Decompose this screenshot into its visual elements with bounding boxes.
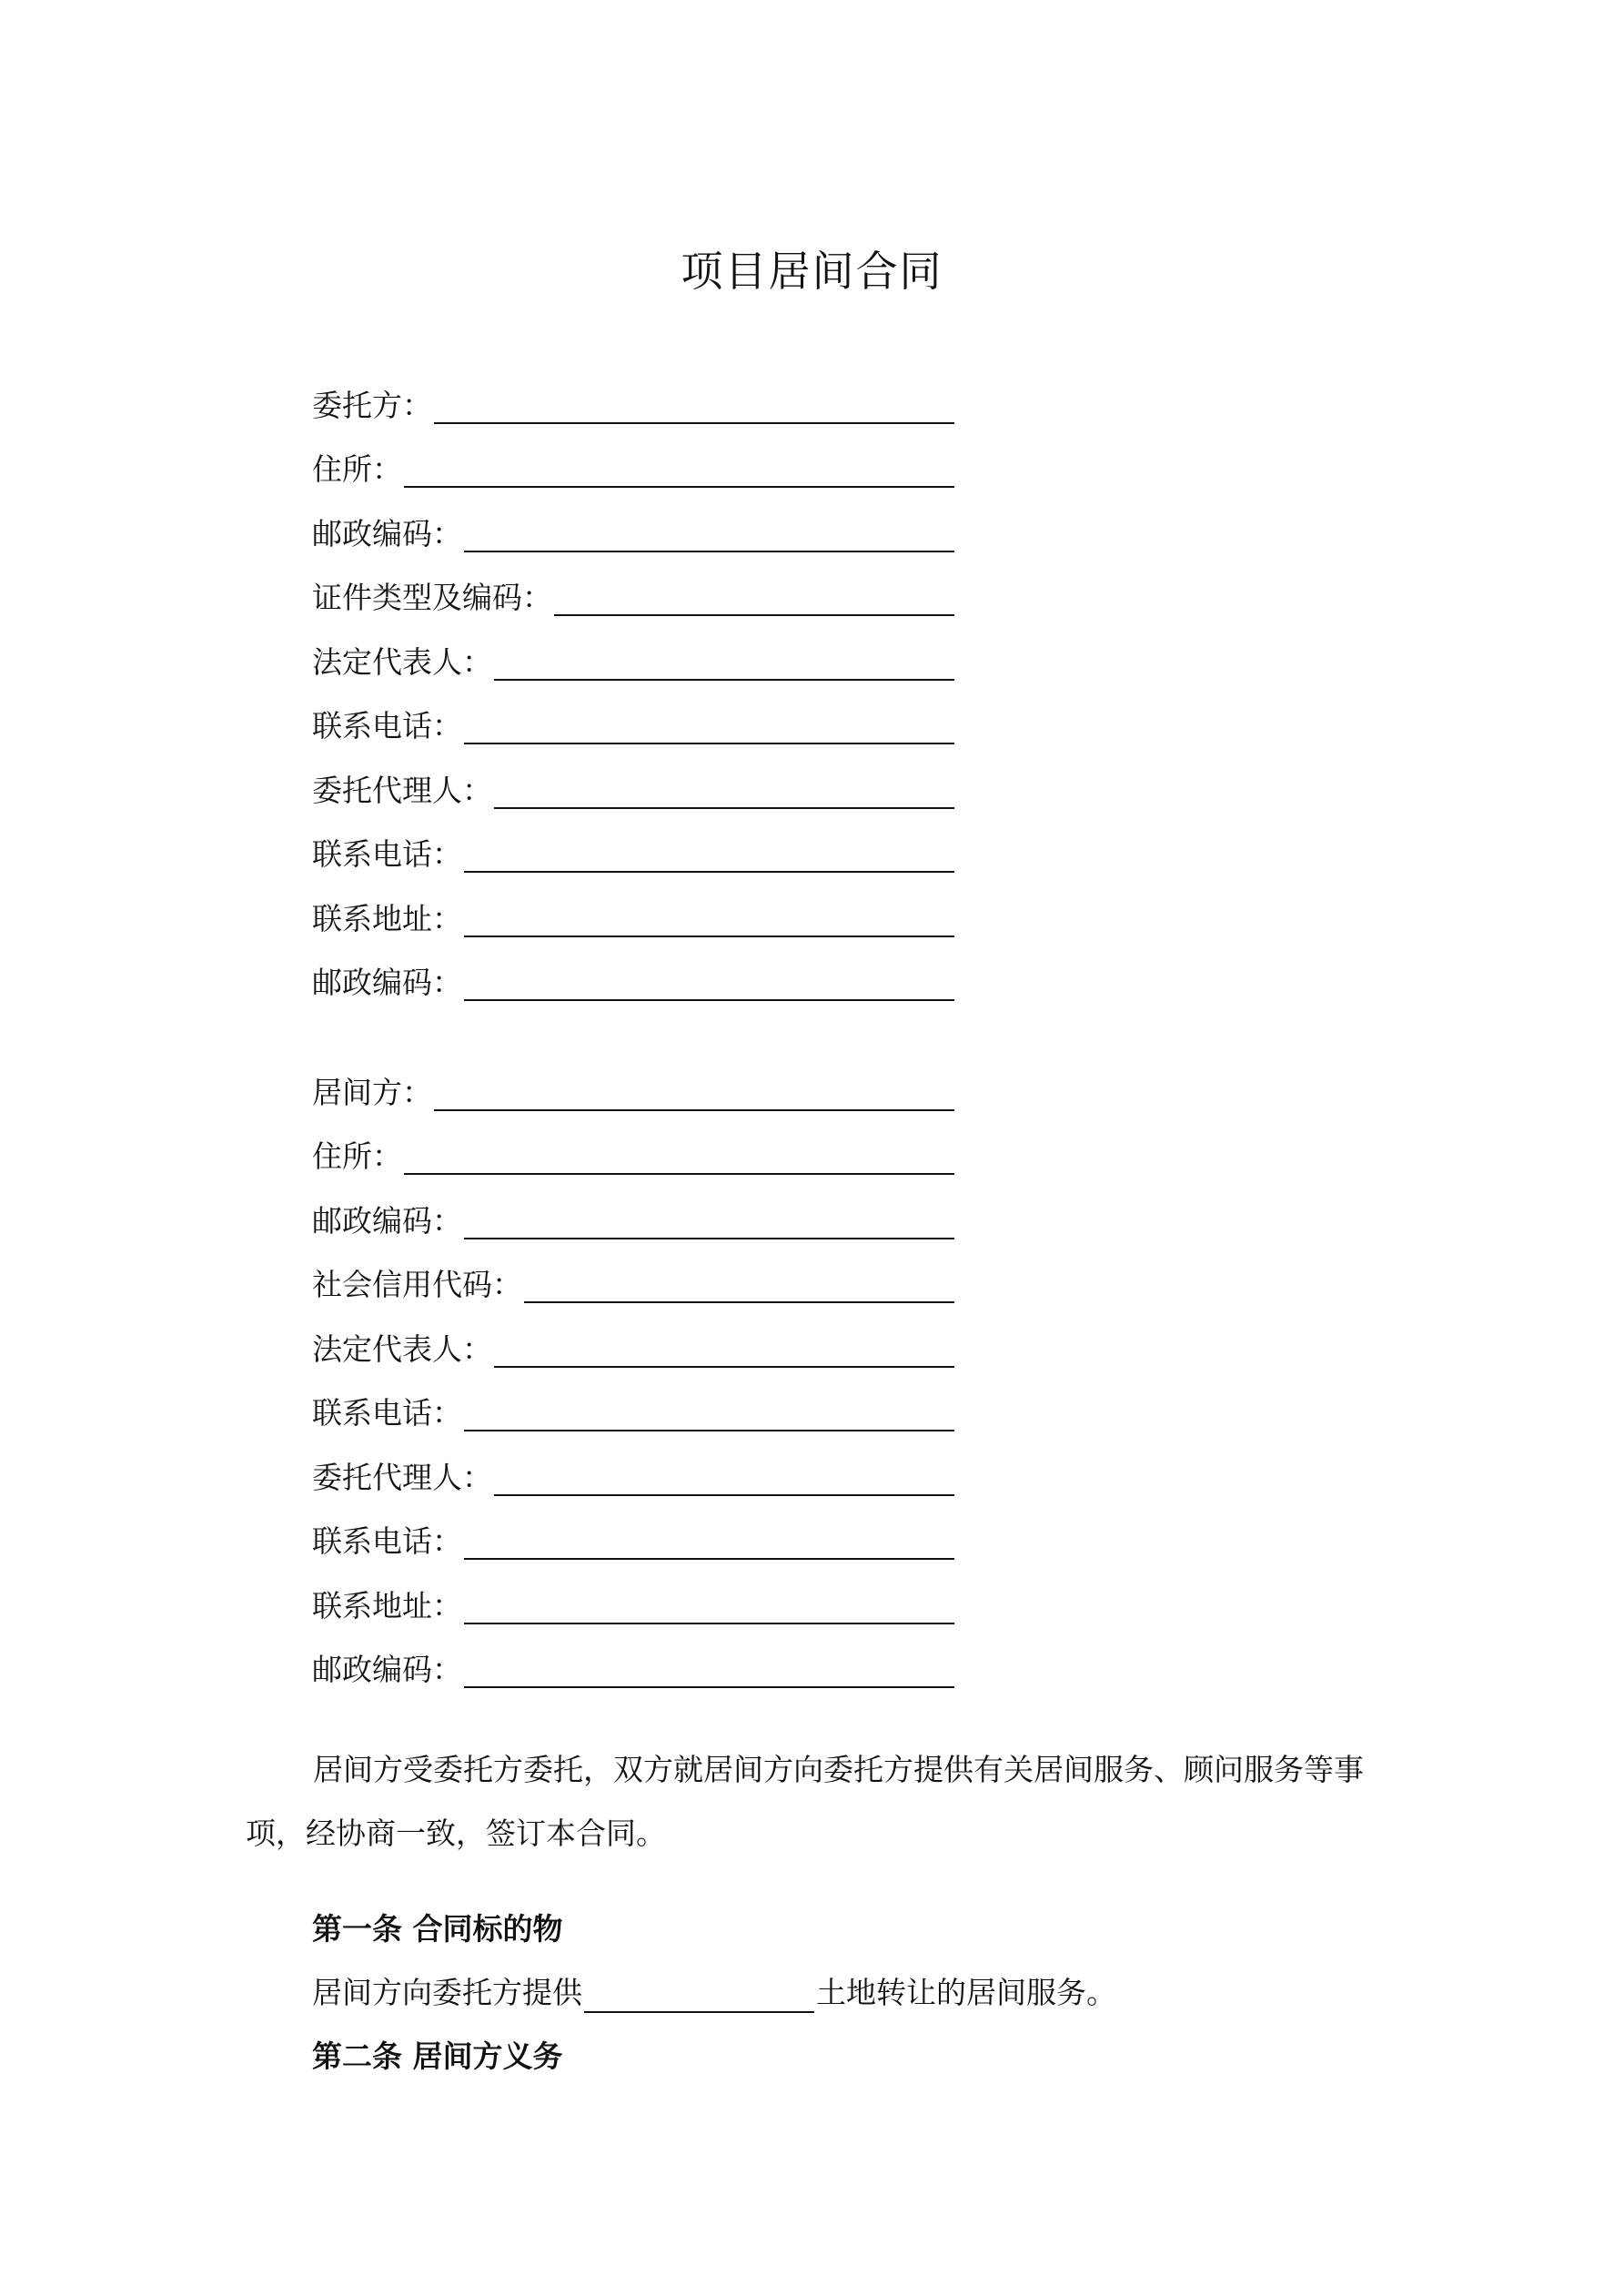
fill-in-blank[interactable] [434,395,954,424]
intermediary-credit-code-row [312,1239,954,1304]
field-label: 邮政编码： [312,515,462,551]
principal-legal-rep-row [312,616,954,681]
fill-in-blank[interactable] [464,715,954,744]
field-label: 委托代理人： [312,772,492,808]
principal-agent-row [312,744,954,809]
field-label: 证件类型及编码： [312,580,552,615]
field-label: 联系电话： [312,1395,462,1431]
field-label: 联系地址： [312,1587,462,1623]
fill-in-blank[interactable] [464,908,954,937]
intermediary-name-row [312,1047,954,1111]
principal-phone-row [312,681,954,745]
principal-id-row [312,552,954,617]
principal-contact-postcode-row [312,937,954,1002]
intermediary-legal-rep-row [312,1303,954,1368]
fill-in-blank[interactable] [524,1274,954,1303]
fill-in-blank[interactable] [494,652,954,681]
fill-in-blank[interactable] [404,1146,954,1175]
intermediary-phone-row [312,1368,954,1432]
field-label: 委托代理人： [312,1459,492,1495]
field-label: 委托方： [312,387,432,423]
fill-in-blank[interactable] [464,523,954,552]
principal-address-row [312,424,954,489]
article-1-text-before: 居间方向委托方提供 [312,1975,582,2010]
field-label: 联系地址： [312,900,462,936]
field-label: 联系电话： [312,708,462,743]
fill-in-blank[interactable] [464,1531,954,1560]
fill-in-blank[interactable] [494,1467,954,1496]
field-label: 法定代表人： [312,1330,492,1367]
field-label: 法定代表人： [312,643,492,680]
intermediary-postcode-row [312,1175,954,1239]
principal-contact-address-row [312,873,954,937]
field-label: 邮政编码： [312,965,462,1000]
fill-in-blank[interactable] [494,780,954,809]
field-label: 社会信用代码： [312,1267,522,1302]
field-label: 邮政编码： [312,1202,462,1239]
fill-in-blank[interactable] [464,972,954,1001]
intermediary-fields [312,1047,954,1688]
document-title: 项目居间合同 [681,247,943,296]
principal-postcode-row [312,488,954,552]
article-1-heading: 第一条 合同标的物 [312,1911,563,1947]
fill-in-blank[interactable] [464,1659,954,1688]
intermediary-agent-row [312,1431,954,1496]
principal-name-row [312,359,954,424]
fill-in-blank[interactable] [494,1339,954,1368]
principal-agent-phone-row [312,809,954,874]
field-label: 联系电话： [312,1523,462,1559]
article-1-text [312,1973,1116,2013]
fill-in-blank[interactable] [584,1982,814,2013]
field-label: 住所： [312,451,402,487]
principal-fields [312,359,954,1001]
fill-in-blank[interactable] [464,844,954,873]
intermediary-contact-postcode-row [312,1624,954,1689]
fill-in-blank[interactable] [554,587,954,616]
intro-paragraph: 居间方受委托方委托，双方就居间方向委托方提供有关居间服务、顾问服务等事项，经协商一致，签订本合同。 [246,1752,1364,1851]
intermediary-agent-phone-row [312,1496,954,1561]
intermediary-address-row [312,1111,954,1176]
fill-in-blank[interactable] [464,1595,954,1624]
article-1-text-after: 土地转让的居间服务。 [816,1975,1116,2010]
intermediary-contact-address-row [312,1560,954,1624]
field-label: 邮政编码： [312,1652,462,1687]
field-label: 住所： [312,1138,402,1174]
field-label: 联系电话： [312,836,462,872]
fill-in-blank[interactable] [434,1082,954,1111]
fill-in-blank[interactable] [464,1210,954,1239]
fill-in-blank[interactable] [404,459,954,488]
article-2-heading: 第二条 居间方义务 [312,2038,563,2074]
field-label: 居间方： [312,1074,432,1110]
fill-in-blank[interactable] [464,1402,954,1431]
